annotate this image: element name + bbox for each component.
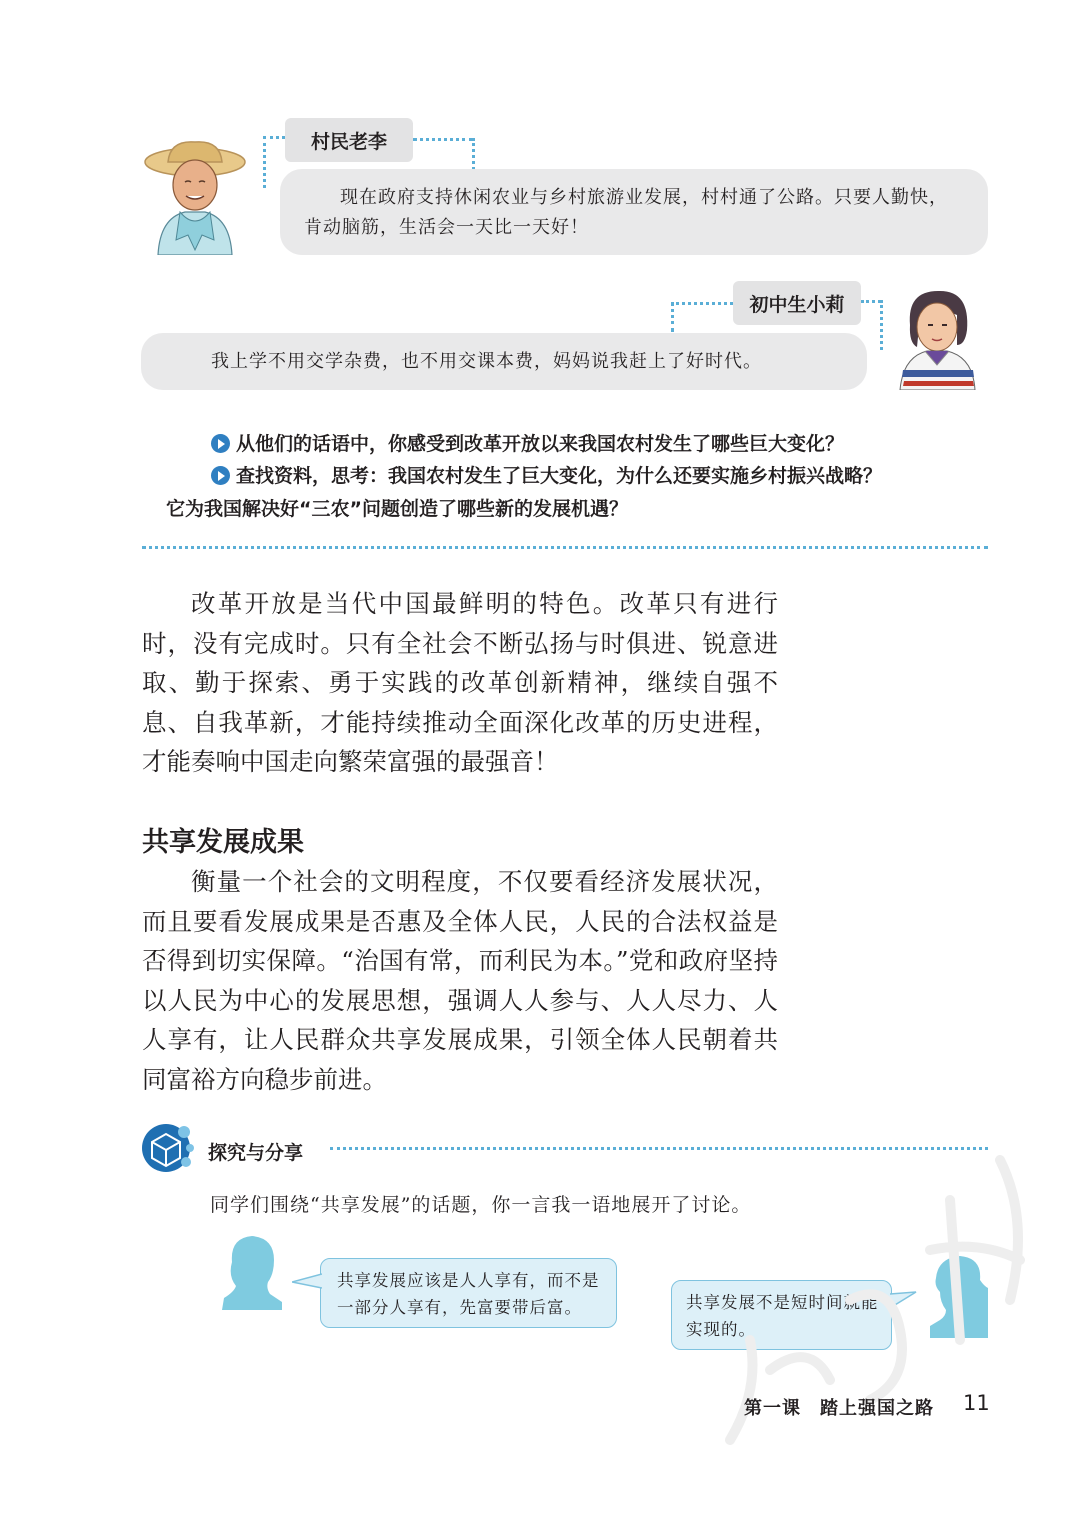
student-connector-left (671, 302, 733, 305)
explore-share-icon (140, 1122, 196, 1174)
villager-speech-bubble (280, 169, 988, 255)
reform-paragraph (142, 584, 778, 782)
left-speech-bubble (320, 1258, 617, 1328)
explore-share-title: 探究与分享 (208, 1142, 304, 1164)
villager-connector-right (413, 138, 473, 141)
question-2-continued-text: 它为我国解决好“三农”问题创造了哪些新的发展机遇？ (166, 498, 628, 520)
shared-development-paragraph-text: 衡量一个社会的文明程度，不仅要看经济发展状况，而且要看发展成果是否惠及全体人民，人民的合法权益是否得到切实保障。“治国有常，而利民为本。”党和政府坚持以人民为中心的发展思想，强调人人参与、人人尽力、人人享有，让人民群众共享发展成果，引领全体人民朝着共同富裕方向稳步前进。 (142, 867, 778, 1094)
page-number: 11 (963, 1391, 990, 1415)
student-illustration (895, 285, 980, 390)
section-divider (142, 546, 988, 549)
section-title: 共享发展成果 (142, 827, 304, 858)
question-1 (211, 429, 844, 456)
villager-name-tag (285, 118, 413, 162)
question-2 (211, 461, 882, 488)
right-speech-text: 共享发展不是短时间就能实现的。 (686, 1293, 879, 1339)
student-silhouette-left (222, 1232, 284, 1310)
student-connector-right (861, 300, 881, 303)
student-connector-vertical (880, 300, 883, 350)
villager-speech: 现在政府支持休闲农业与乡村旅游业发展，村村通了公路。只要人勤快，肯动脑筋，生活会一天比一天好！ (304, 187, 948, 238)
student-speech-bubble (141, 333, 867, 390)
villager-illustration (140, 140, 250, 255)
shared-development-paragraph (142, 862, 778, 1099)
student-speech: 我上学不用交学杂费，也不用交课本费，妈妈说我赶上了好时代。 (211, 351, 762, 372)
villager-name: 村民老李 (310, 130, 387, 153)
question-2-text: 查找资料，思考：我国农村发生了巨大变化，为什么还要实施乡村振兴战略？ (236, 465, 883, 487)
villager-connector-left (263, 136, 285, 139)
footer-lesson-title: 第一课 踏上强国之路 (744, 1398, 934, 1419)
student-connector-down (671, 302, 674, 332)
question-1-text: 从他们的话语中，你感受到改革开放以来我国农村发生了哪些巨大变化？ (236, 433, 845, 455)
student-name: 初中生小莉 (749, 293, 845, 316)
student-name-tag (733, 281, 861, 325)
explore-intro: 同学们围绕“共享发展”的话题，你一言我一语地展开了讨论。 (210, 1194, 752, 1216)
left-speech-text: 共享发展应该是人人享有，而不是一部分人享有，先富要带后富。 (337, 1271, 600, 1317)
arrow-bullet-icon (211, 466, 230, 485)
left-bubble-tail (292, 1272, 322, 1292)
reform-paragraph-text: 改革开放是当代中国最鲜明的特色。改革只有进行时，没有完成时。只有全社会不断弘扬与时俱进、锐意进取、勤于探索、勇于实践的改革创新精神，继续自强不息、自我革新，才能持续推动全面深化改革的历史进程，才能奏响中国走向繁荣富强的最强音！ (142, 589, 778, 776)
arrow-bullet-icon (211, 434, 230, 453)
watermark-strokes (700, 1140, 1060, 1470)
villager-connector-vertical (263, 136, 266, 188)
villager-connector-down (472, 138, 475, 170)
question-2-continued (166, 494, 628, 521)
